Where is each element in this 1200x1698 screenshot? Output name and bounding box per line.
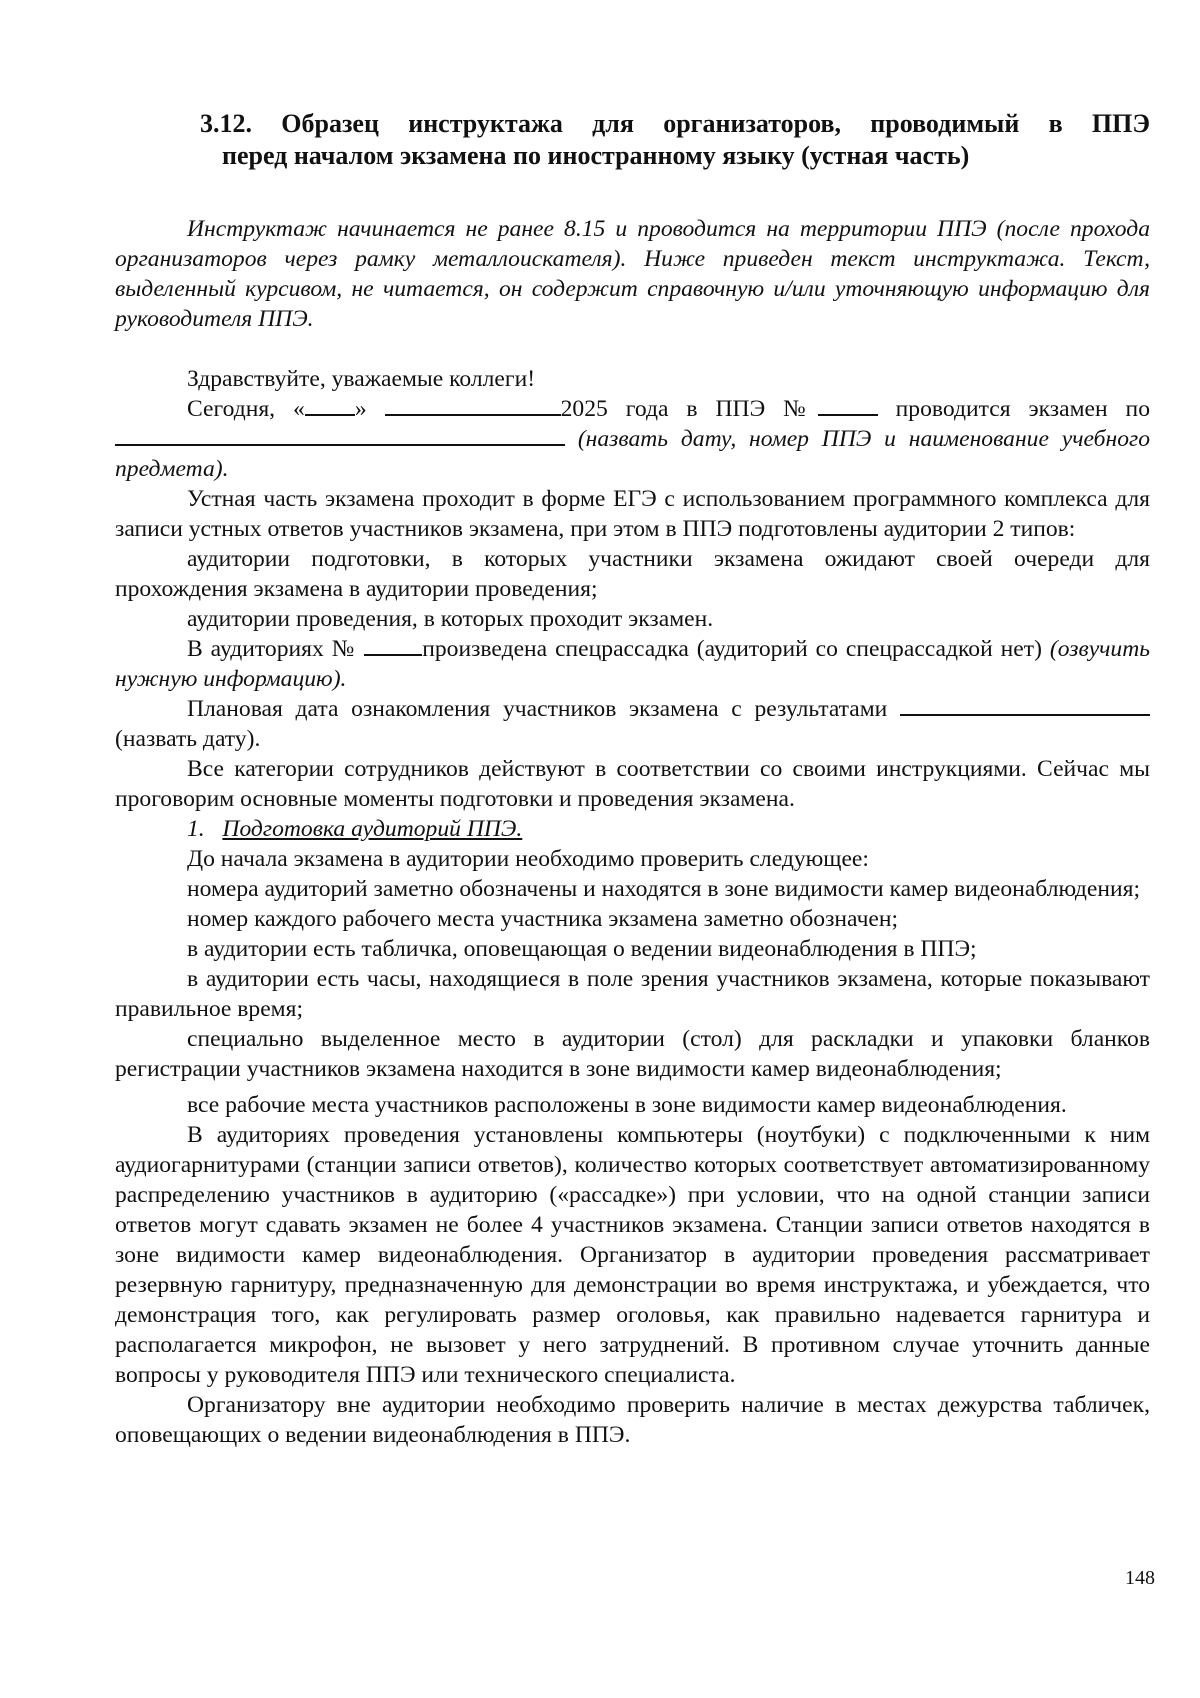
check-item: номера аудиторий заметно обозначены и находятся в зоне видимости камер видеонаблюдения; [187,876,1141,902]
today-note: (назвать дату, номер ППЭ и наименование учебного предмета). [115,426,1150,482]
ppe-number-blank [818,394,878,416]
document-body [115,214,1150,1450]
heading-line-1: 3.12. Образец инструктажа для организаторов, проводимый в ППЭ [200,109,1150,138]
check-item: все рабочие места участников расположены в зоне видимости камер видеонаблюдения. [187,1092,1067,1118]
special-room-blank [364,634,422,656]
categories-paragraph: Все категории сотрудников действуют в соответствии со своими инструкциями. Сейчас мы проговорим основные моменты подготовки и проведения экзамена. [115,756,1150,812]
special-note: (озвучить нужную информацию). [115,636,1150,692]
check-item: в аудитории есть табличка, оповещающая о ведении видеонаблюдения в ППЭ; [187,936,977,962]
heading-line-2: перед началом экзамена по иностранному языку (устная часть) [222,141,970,170]
today-paragraph: Сегодня, « » 2025 года в ППЭ № проводится экзамен по (назвать дату, номер ППЭ и наименование учебного предмета). [115,396,1150,482]
check-intro: До начала экзамена в аудитории необходимо проверить следующее: [187,846,869,872]
subject-blank [115,424,565,446]
computers-paragraph: В аудиториях проведения установлены компьютеры (ноутбуки) с подключенными к ним аудиогарнитурами (станции записи ответов), количество которых соответствует автоматизированному распределению участников в аудиторию («рассадке») при условии, что на одной станции записи ответов могут сдавать экзамен не более 4 участников экзамена. Станции записи ответов находятся в зоне видимости камер видеонаблюдения. Организатор в аудитории проведения рассматривает резервную гарнитуру, предназначенную для демонстрации во время инструктажа, и убеждается, что демонстрация того, как регулировать размер оголовья, как правильно надевается гарнитура и располагается микрофон, не вызовет у него затруднений. В противном случае уточнить данные вопросы у руководителя ППЭ или технического специалиста. [115,1122,1150,1388]
aud-prep-paragraph: аудитории подготовки, в которых участники экзамена ожидают своей очереди для прохождения экзамена в аудитории проведения; [115,546,1150,602]
check-item: в аудитории есть часы, находящиеся в поле зрения участников экзамена, которые показывают правильное время; [115,966,1150,1022]
intro-note: Инструктаж начинается не ранее 8.15 и проводится на территории ППЭ (после прохода организаторов через рамку металлоискателя). Ниже приведен текст инструктажа. Текст, выделенный курсивом, не читается, он содержит справочную и/или уточняющую информацию для руководителя ППЭ. [115,216,1150,332]
page-number: 148 [1125,1567,1155,1589]
month-blank [385,394,561,416]
planned-date-blank [900,694,1150,716]
section-heading [200,108,1150,172]
outside-paragraph: Организатору вне аудитории необходимо проверить наличие в местах дежурства табличек, оповещающих о ведении видеонаблюдения в ППЭ. [115,1392,1150,1448]
aud-conduct-paragraph: аудитории проведения, в которых проходит экзамен. [187,606,714,632]
section-1-title: 1. Подготовка аудиторий ППЭ. [187,816,523,842]
check-item: номер каждого рабочего места участника экзамена заметно обозначен; [187,906,899,932]
day-blank [305,394,355,416]
oral-form-paragraph: Устная часть экзамена проходит в форме ЕГЭ с использованием программного комплекса для записи устных ответов участников экзамена, при этом в ППЭ подготовлены аудитории 2 типов: [115,486,1150,542]
special-seating-paragraph: В аудиториях № произведена спецрассадка (аудиторий со спецрассадкой нет) (озвучить нужную информацию). [115,636,1150,692]
greeting: Здравствуйте, уважаемые коллеги! [187,366,536,392]
check-item: специально выделенное место в аудитории (стол) для раскладки и упаковки бланков регистрации участников экзамена находится в зоне видимости камер видеонаблюдения; [115,1026,1150,1082]
planned-date-paragraph: Плановая дата ознакомления участников экзамена с результатами (назвать дату). [115,694,1150,754]
